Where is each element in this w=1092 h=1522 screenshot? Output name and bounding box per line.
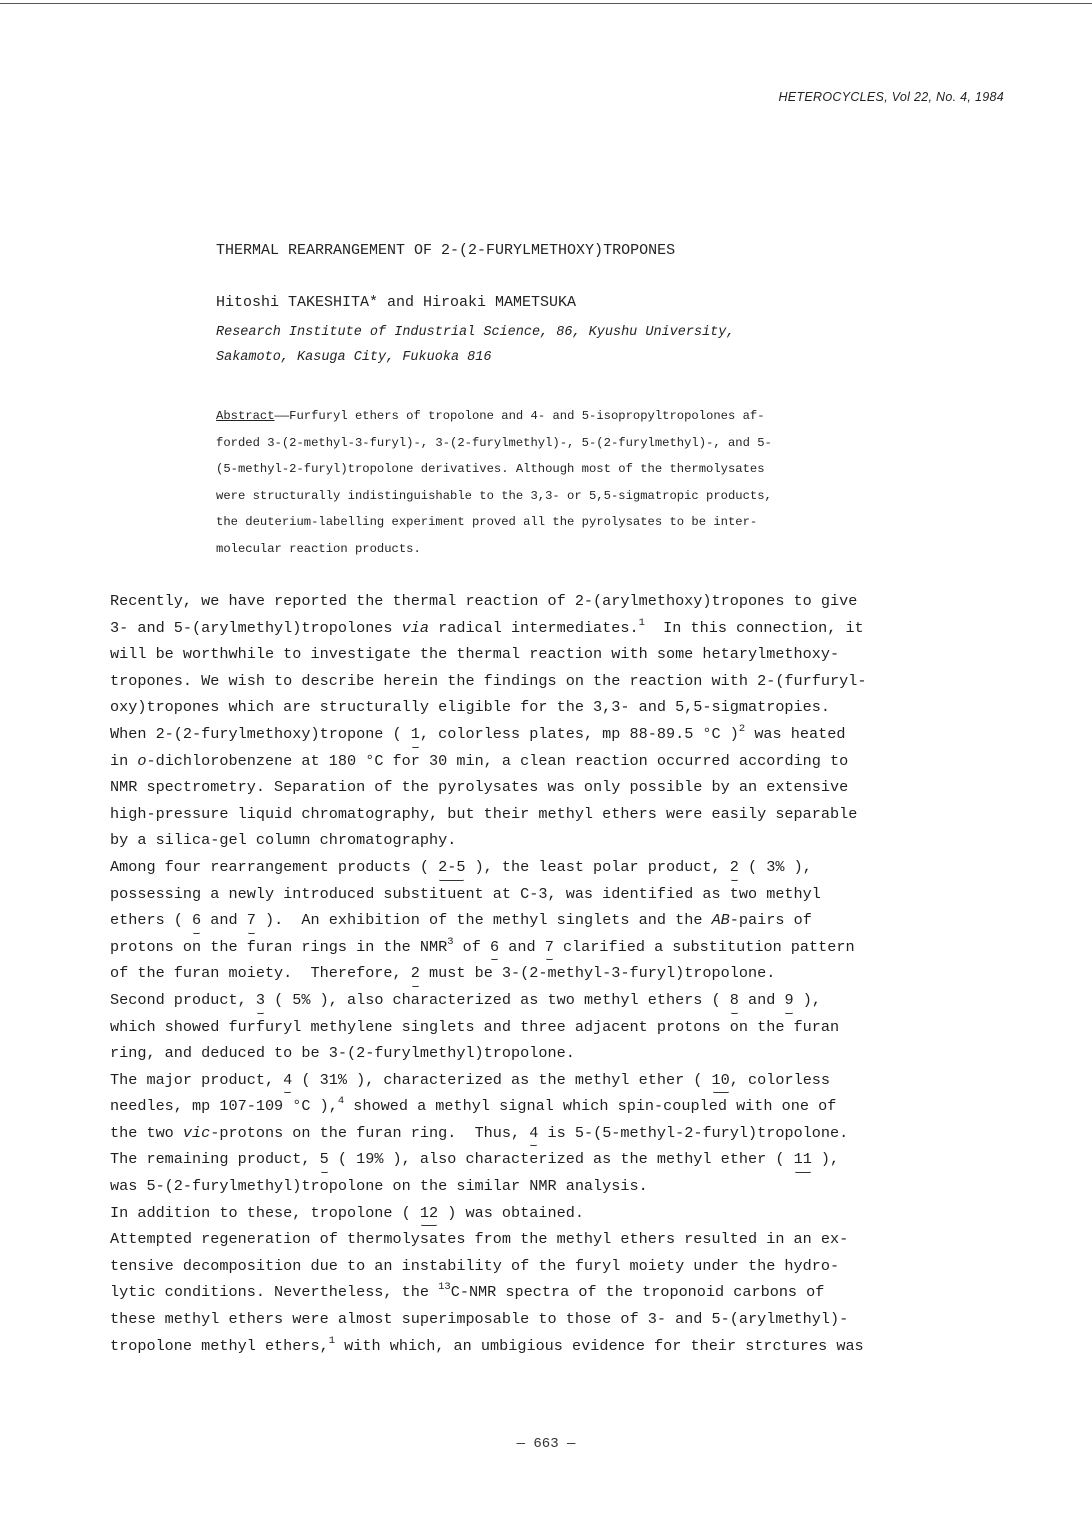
body-text-run: , colorless plates, mp 88-89.5 °C ) — [419, 724, 739, 743]
compound-number: 1 — [411, 721, 420, 748]
body-text-run: The major product, — [110, 1070, 284, 1089]
reference-marker: 3 — [447, 935, 454, 948]
body-text-run: In this connection, it — [644, 618, 864, 637]
compound-number: 11 — [794, 1146, 812, 1173]
abstract-dash: —— — [274, 409, 290, 423]
body-text-run: must be 3-(2-methyl-3-furyl)tropolone. — [419, 964, 776, 983]
body-line: ring, and deduced to be 3-(2-furylmethyl)tropolone. — [110, 1044, 575, 1063]
abstract-line: were structurally indistinguishable to the 3,3- or 5,5-sigmatropic products, — [216, 488, 772, 503]
compound-number: 4 — [529, 1120, 538, 1147]
body-line: tropones. We wish to describe herein the findings on the reaction with 2-(furfuryl- — [110, 671, 867, 690]
page-number: — 663 — — [516, 1436, 576, 1452]
journal-header: HETEROCYCLES, Vol 22, No. 4, 1984 — [778, 90, 1004, 104]
compound-number: 10 — [712, 1067, 730, 1094]
reference-marker: 1 — [328, 1334, 336, 1347]
affiliation-line: Research Institute of Industrial Science, 86, Kyushu University, — [216, 325, 735, 340]
body-text-run: -dichlorobenzene at 180 °C for 30 min, a clean reaction occurred according to — [146, 751, 849, 770]
compound-number: 2 — [411, 960, 420, 987]
body-text-run: and — [738, 990, 785, 1009]
abstract-line: molecular reaction products. — [216, 541, 421, 556]
top-rule — [0, 3, 1092, 4]
body-text-run: of — [453, 937, 490, 956]
body-line: which showed furfuryl methylene singlets and three adjacent protons on the furan — [110, 1017, 840, 1036]
body-text-run: ), the least polar product, — [465, 857, 730, 876]
reference-marker: 4 — [337, 1095, 345, 1108]
compound-number: 5 — [320, 1146, 329, 1173]
body-text-run: The remaining product, — [110, 1150, 320, 1169]
body-text-run: and — [499, 937, 545, 956]
body-text-run: protons on the furan rings in the NMR — [110, 937, 448, 956]
reference-marker: 2 — [738, 722, 746, 735]
body-text-run: ( 31% ), characterized as the methyl ether ( — [292, 1070, 712, 1089]
italic-term: AB — [711, 911, 730, 930]
body-line: will be worthwhile to investigate the thermal reaction with some hetarylmethoxy- — [110, 645, 840, 664]
body-text-run: When 2-(2-furylmethoxy)tropone ( — [110, 724, 411, 743]
body-text-run: ), — [811, 1150, 840, 1169]
body-text-run: ). An exhibition of the methyl singlets and the — [255, 911, 712, 930]
compound-number: 7 — [247, 907, 256, 934]
body-text-run: ethers ( — [110, 911, 193, 930]
compound-number: 6 — [490, 934, 499, 961]
abstract-line: Furfuryl ethers of tropolone and 4- and 5-isopropyltropolones af- — [289, 409, 765, 423]
body-text-run: ( 19% ), also characterized as the methyl ether ( — [328, 1150, 794, 1169]
paper-title: THERMAL REARRANGEMENT OF 2-(2-FURYLMETHOXY)TROPONES — [216, 242, 676, 259]
body-line: tensive decomposition due to an instability of the furyl moiety under the hydro- — [110, 1256, 840, 1275]
body-text-run: with which, an umbigious evidence for their strctures was — [335, 1336, 864, 1355]
body-text-run: lytic conditions. Nevertheless, the — [110, 1283, 439, 1302]
body-text-run: -protons on the furan ring. Thus, — [210, 1123, 530, 1142]
isotope-superscript: 13 — [438, 1281, 451, 1294]
body-text-run: is 5-(5-methyl-2-furyl)tropolone. — [538, 1123, 849, 1142]
body-text-run: ( 3% ), — [738, 857, 812, 876]
body-line: by a silica-gel column chromatography. — [110, 831, 457, 850]
body-text-run: showed a methyl signal which spin-coupled with one of — [344, 1097, 837, 1116]
body-text-run: ( 5% ), also characterized as two methyl ethers ( — [264, 990, 730, 1009]
compound-number: 4 — [283, 1067, 292, 1094]
body-text-run: of the furan moiety. Therefore, — [110, 964, 411, 983]
compound-number: 2-5 — [438, 854, 465, 881]
compound-number: 2 — [730, 854, 739, 881]
compound-number: 12 — [420, 1200, 438, 1227]
body-text-run: in — [110, 751, 138, 770]
abstract — [216, 403, 896, 562]
reference-marker: 1 — [638, 616, 645, 629]
body-line: NMR spectrometry. Separation of the pyrolysates was only possible by an extensive — [110, 778, 849, 797]
italic-term: via — [401, 618, 429, 637]
body-text-run: was heated — [745, 724, 846, 743]
abstract-line: the deuterium-labelling experiment proved all the pyrolysates to be inter- — [216, 515, 758, 529]
body-text-run: tropolone methyl ethers, — [110, 1336, 329, 1355]
authors: Hitoshi TAKESHITA* and Hiroaki MAMETSUKA — [216, 294, 577, 311]
compound-number: 3 — [256, 987, 265, 1014]
body-line: was 5-(2-furylmethyl)tropolone on the similar NMR analysis. — [110, 1177, 648, 1196]
body-text-run: and — [201, 911, 247, 930]
body-text-run: clarified a substitution pattern — [553, 937, 855, 956]
compound-number: 9 — [784, 987, 793, 1014]
compound-number: 6 — [192, 907, 201, 934]
body-text — [110, 588, 1010, 1359]
body-text-run: Among four rearrangement products ( — [110, 857, 439, 876]
body-text-run: C-NMR spectra of the troponoid carbons of — [450, 1283, 825, 1302]
body-text-run: In addition to these, tropolone ( — [110, 1203, 420, 1222]
affiliation-line: Sakamoto, Kasuga City, Fukuoka 816 — [216, 350, 492, 365]
abstract-line: (5-methyl-2-furyl)tropolone derivatives. Although most of the thermolysates — [216, 462, 765, 476]
body-text-run: the two — [110, 1123, 183, 1142]
italic-term: vic — [182, 1123, 211, 1142]
body-line: oxy)tropones which are structurally eligible for the 3,3- and 5,5-sigmatropies. — [110, 698, 831, 717]
body-line: these methyl ethers were almost superimposable to those of 3- and 5-(arylmethyl)- — [110, 1310, 849, 1329]
body-line: high-pressure liquid chromatography, but their methyl ethers were easily separable — [110, 804, 858, 823]
body-line: Attempted regeneration of thermolysates from the methyl ethers resulted in an ex- — [110, 1230, 849, 1249]
body-line: possessing a newly introduced substituent at C-3, was identified as two methyl — [110, 884, 821, 903]
italic-term: o — [137, 751, 147, 770]
body-text-run: ) was obtained. — [438, 1203, 584, 1222]
body-text-run: 3- and 5-(arylmethyl)tropolones — [110, 618, 402, 637]
body-text-run: , colorless — [729, 1070, 831, 1089]
body-text-run: -pairs of — [729, 911, 812, 930]
compound-number: 8 — [730, 987, 739, 1014]
body-text-run: Second product, — [110, 990, 256, 1009]
abstract-label: Abstract — [216, 409, 275, 423]
affiliation — [216, 320, 734, 370]
body-text-run: needles, mp 107-109 °C ), — [110, 1097, 338, 1116]
abstract-line: forded 3-(2-methyl-3-furyl)-, 3-(2-furylmethyl)-, 5-(2-furylmethyl)-, and 5- — [216, 435, 772, 450]
body-text-run: radical intermediates. — [429, 618, 639, 637]
compound-number: 7 — [545, 934, 554, 961]
body-text-run: ), — [793, 990, 821, 1009]
body-line: Recently, we have reported the thermal reaction of 2-(arylmethoxy)tropones to give — [110, 592, 858, 610]
